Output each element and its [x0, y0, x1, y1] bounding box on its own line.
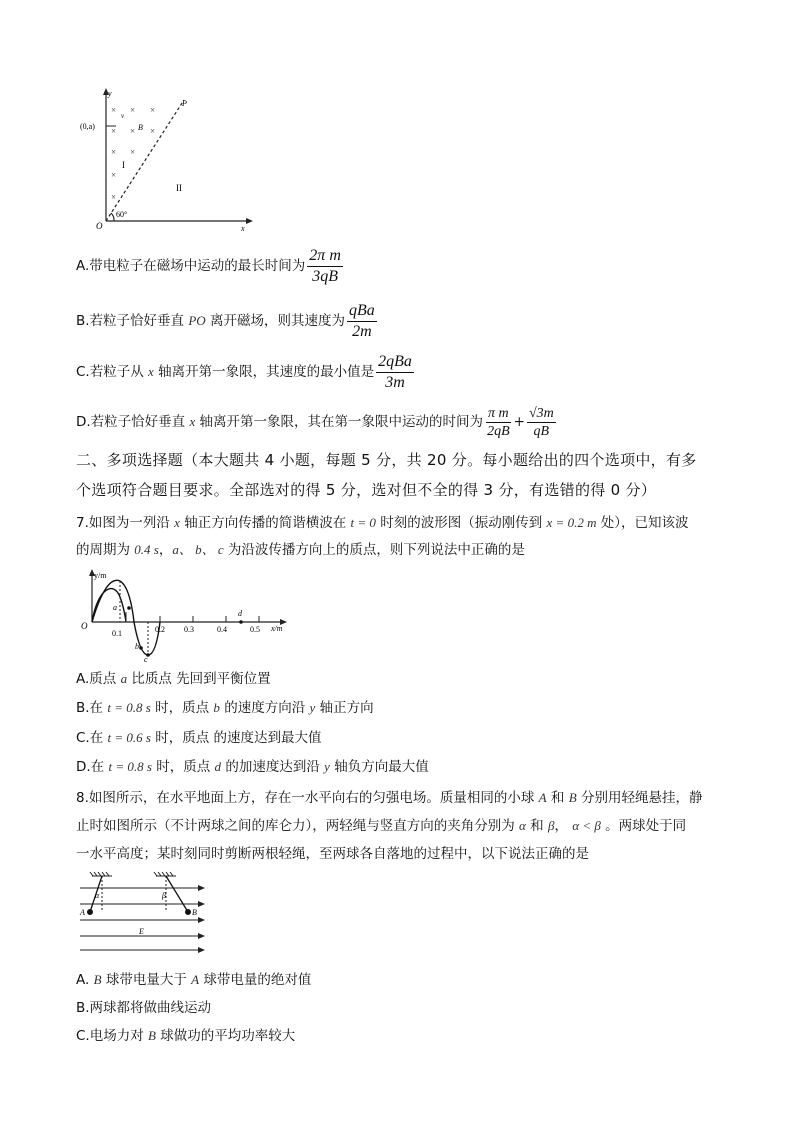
tick-0.1: 0.1 — [112, 629, 122, 638]
point-a-label: a — [113, 603, 117, 612]
q7-option-d: D.在 t = 0.8 s 时，质点 d 的加速度达到沿 y 轴负方向最大值 — [76, 759, 429, 775]
q7-option-b: B.在 t = 0.8 s 时，质点 b 的速度方向沿 y 轴正方向 — [76, 700, 374, 716]
figure-charged-balls — [78, 870, 206, 958]
section-2-heading-cont: 个选项符合题目要求。全部选对的得 5 分，选对但不全的得 3 分，有选错的得 0 分） — [76, 481, 657, 499]
q7-option-c: C.在 t = 0.6 s 时，质点 的速度达到最大值 — [76, 730, 322, 746]
ball-b-label: B — [192, 908, 197, 917]
q6-option-b: B.若粒子恰好垂直 PO 离开磁场，则其速度为 $\frac{\text{qBa}}{2m}$ — [76, 302, 375, 340]
region-1-label: I — [122, 160, 125, 170]
svg-text:×: × — [111, 170, 117, 180]
q7-stem-line1: 7.如图为一列沿 x 轴正方向传播的简谐横波在 t = 0 时刻的波形图（振动刚传到 x = 0.2 m 处），已知该波 — [76, 515, 689, 531]
q8-stem-line3: 一水平高度；某时刻同时剪断两根轻绳，至两球各自落地的过程中，以下说法正确的是 — [76, 846, 589, 862]
svg-text:×: × — [130, 147, 136, 157]
y-axis-label: y — [108, 89, 112, 98]
beta-label: β — [162, 891, 166, 900]
q7-option-a: A.质点 a 比质点 先回到平衡位置 — [76, 671, 271, 687]
wave-origin-label: O — [81, 621, 88, 631]
svg-text:×: × — [111, 105, 117, 115]
q8-stem-line2: 止时如图所示（不计两球之间的库仑力），两轻绳与竖直方向的夹角分别为 α 和 β， α < β 。两球处于同 — [76, 818, 687, 834]
alpha-label: α — [95, 891, 100, 900]
q8-option-b: B.两球都将做曲线运动 — [76, 1000, 212, 1016]
origin-label: O — [96, 221, 103, 231]
q6-option-d: D.若粒子恰好垂直 x 轴离开第一象限，其在第一象限中运动的时间为 $\frac{\text{π m}}{2qB}$ + $\frac{√3m}{qB}$ — [76, 406, 554, 439]
region-2-label: II — [176, 183, 182, 193]
wave-y-label: y/m — [94, 571, 107, 580]
wave-x-label: x/m — [271, 624, 283, 633]
angle-label: 60° — [116, 210, 128, 219]
q8-stem-line1: 8.如图所示，在水平地面上方，存在一水平向右的匀强电场。质量相同的小球 A 和 B 分别用轻绳悬挂，静 — [76, 790, 703, 806]
q8-option-a: A. B 球带电量大于 A 球带电量的绝对值 — [76, 972, 312, 988]
figure-magnetic-field — [78, 86, 253, 232]
tick-0.5: 0.5 — [250, 625, 260, 634]
svg-text:×: × — [150, 126, 156, 136]
svg-text:×: × — [111, 192, 117, 202]
q7-stem-line2: 的周期为 0.4 s，a、 b、 c 为沿波传播方向上的质点，则下列说法中正确的是 — [76, 542, 525, 558]
v-label: v — [121, 112, 125, 120]
ball-a-label: A — [80, 908, 85, 917]
x-axis-label: x — [241, 224, 245, 232]
point-0a-label: (0,a) — [80, 122, 95, 131]
svg-text:×: × — [150, 105, 156, 115]
field-e-label: E — [139, 927, 144, 936]
p-label: P — [182, 99, 187, 108]
figure-wave — [78, 567, 288, 663]
point-b-label: b — [135, 642, 139, 651]
q8-option-c: C.电场力对 B 球做功的平均功率较大 — [76, 1028, 296, 1044]
point-c-label: c — [144, 655, 148, 663]
q6-option-c: C.若粒子从 x 轴离开第一象限，其速度的最小值是 $\frac{\text{2qBa}}{3m}$ — [76, 353, 412, 391]
svg-text:×: × — [111, 147, 117, 157]
svg-text:×: × — [130, 126, 136, 136]
b-field-label: B — [138, 123, 143, 132]
tick-0.4: 0.4 — [217, 625, 227, 634]
svg-text:×: × — [130, 105, 136, 115]
field-crosses — [111, 105, 155, 202]
q6-option-a: A.带电粒子在磁场中运动的最长时间为 $\frac{\text{2π m}}{3qB}$ — [76, 247, 341, 285]
section-2-heading: 二、多项选择题（本大题共 4 小题，每题 5 分，共 20 分。每小题给出的四个选项中，有多 — [76, 451, 697, 469]
point-d-label: d — [238, 609, 242, 618]
tick-0.2: 0.2 — [155, 625, 165, 634]
tick-0.3: 0.3 — [184, 625, 194, 634]
svg-text:×: × — [111, 126, 117, 136]
